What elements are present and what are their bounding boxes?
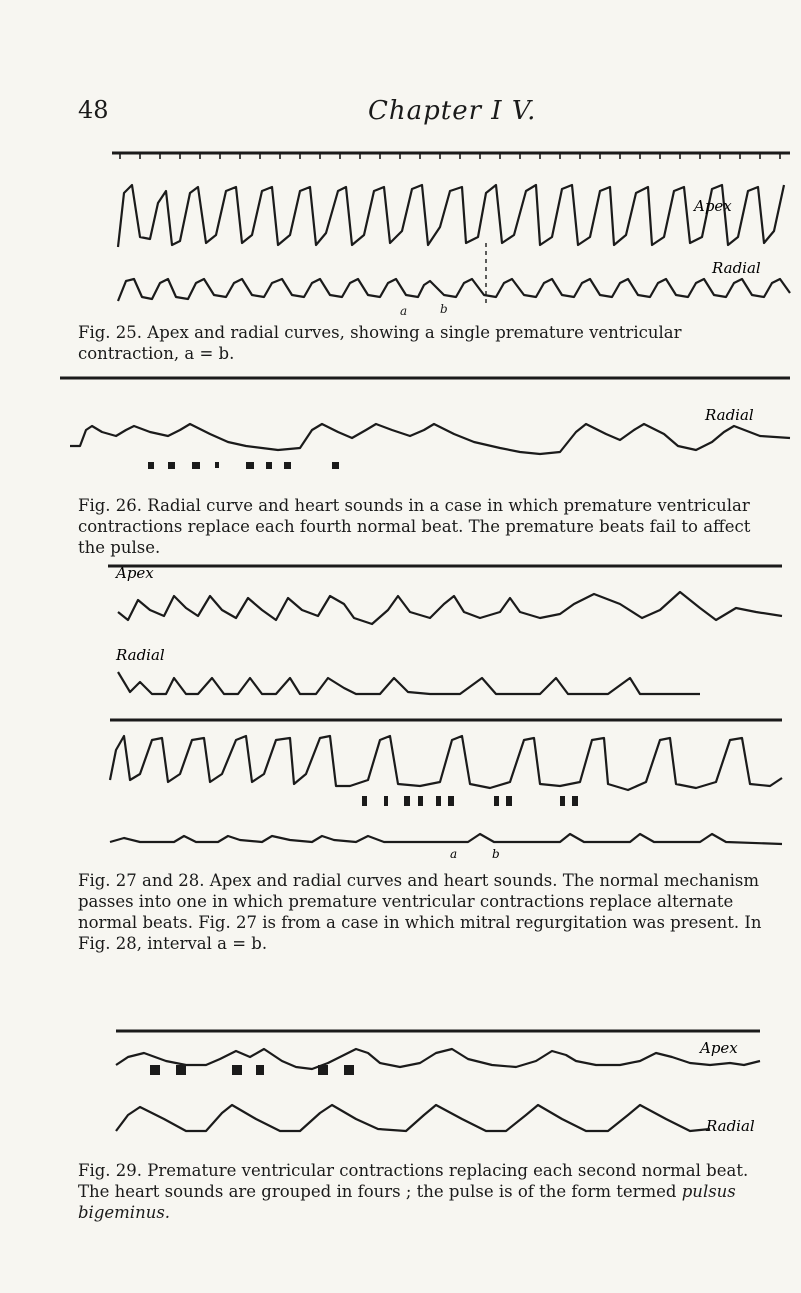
caption-label: Fig. 26. [78,496,143,515]
label-a: a [400,304,408,318]
caption-text: Premature ventricular contractions replacing each second normal beat. The heart sounds are grouped in fours ; the pulse is of the form termed [78,1161,749,1201]
caption-fig25 [78,322,778,364]
caption-fig26 [78,495,778,558]
chapter-title: Chapter I V. [368,96,537,126]
radial-label: Radial [706,1117,755,1135]
figure-27-28 [0,560,801,860]
figure-26-tracing [0,372,801,472]
figure-25-tracing [0,145,801,305]
figure-26 [0,372,801,472]
radial-label: Radial [712,259,761,277]
apex-label: Apex [116,564,154,582]
apex-label: Apex [700,1039,738,1057]
caption-fig29 [78,1160,778,1223]
label-b: b [492,847,500,860]
radial-label: Radial [705,406,754,424]
caption-label: Fig. 25. [78,323,143,342]
page-number: 48 [78,96,109,124]
apex-label: Apex [694,197,732,215]
figure-29-tracing [0,1025,801,1145]
radial-label: Radial [116,646,165,664]
caption-emphasis: pulsus bigeminus. [78,1182,736,1222]
label-b: b [440,302,448,316]
figure-25 [0,145,801,305]
caption-text: Radial curve and heart sounds in a case in which premature ventricular contractions replace each fourth normal beat. The premature beats fail to affect the pulse. [78,496,751,557]
caption-text: Apex and radial curves, showing a single premature ventricular contraction, a = b. [78,323,682,363]
label-a: a [450,847,458,860]
caption-label: Fig. 27 and 28. [78,871,205,890]
caption-label: Fig. 29. [78,1161,143,1180]
caption-fig27-28 [78,870,778,954]
caption-text: Apex and radial curves and heart sounds. The normal mechanism passes into one in which premature ventricular contractions replace alternate normal beats. Fig. 27 is from a case in which mitral regurgitation was present. In Fig. 28, interval a = b. [78,871,762,953]
figure-27-28-tracing [0,560,801,860]
figure-29 [0,1025,801,1145]
